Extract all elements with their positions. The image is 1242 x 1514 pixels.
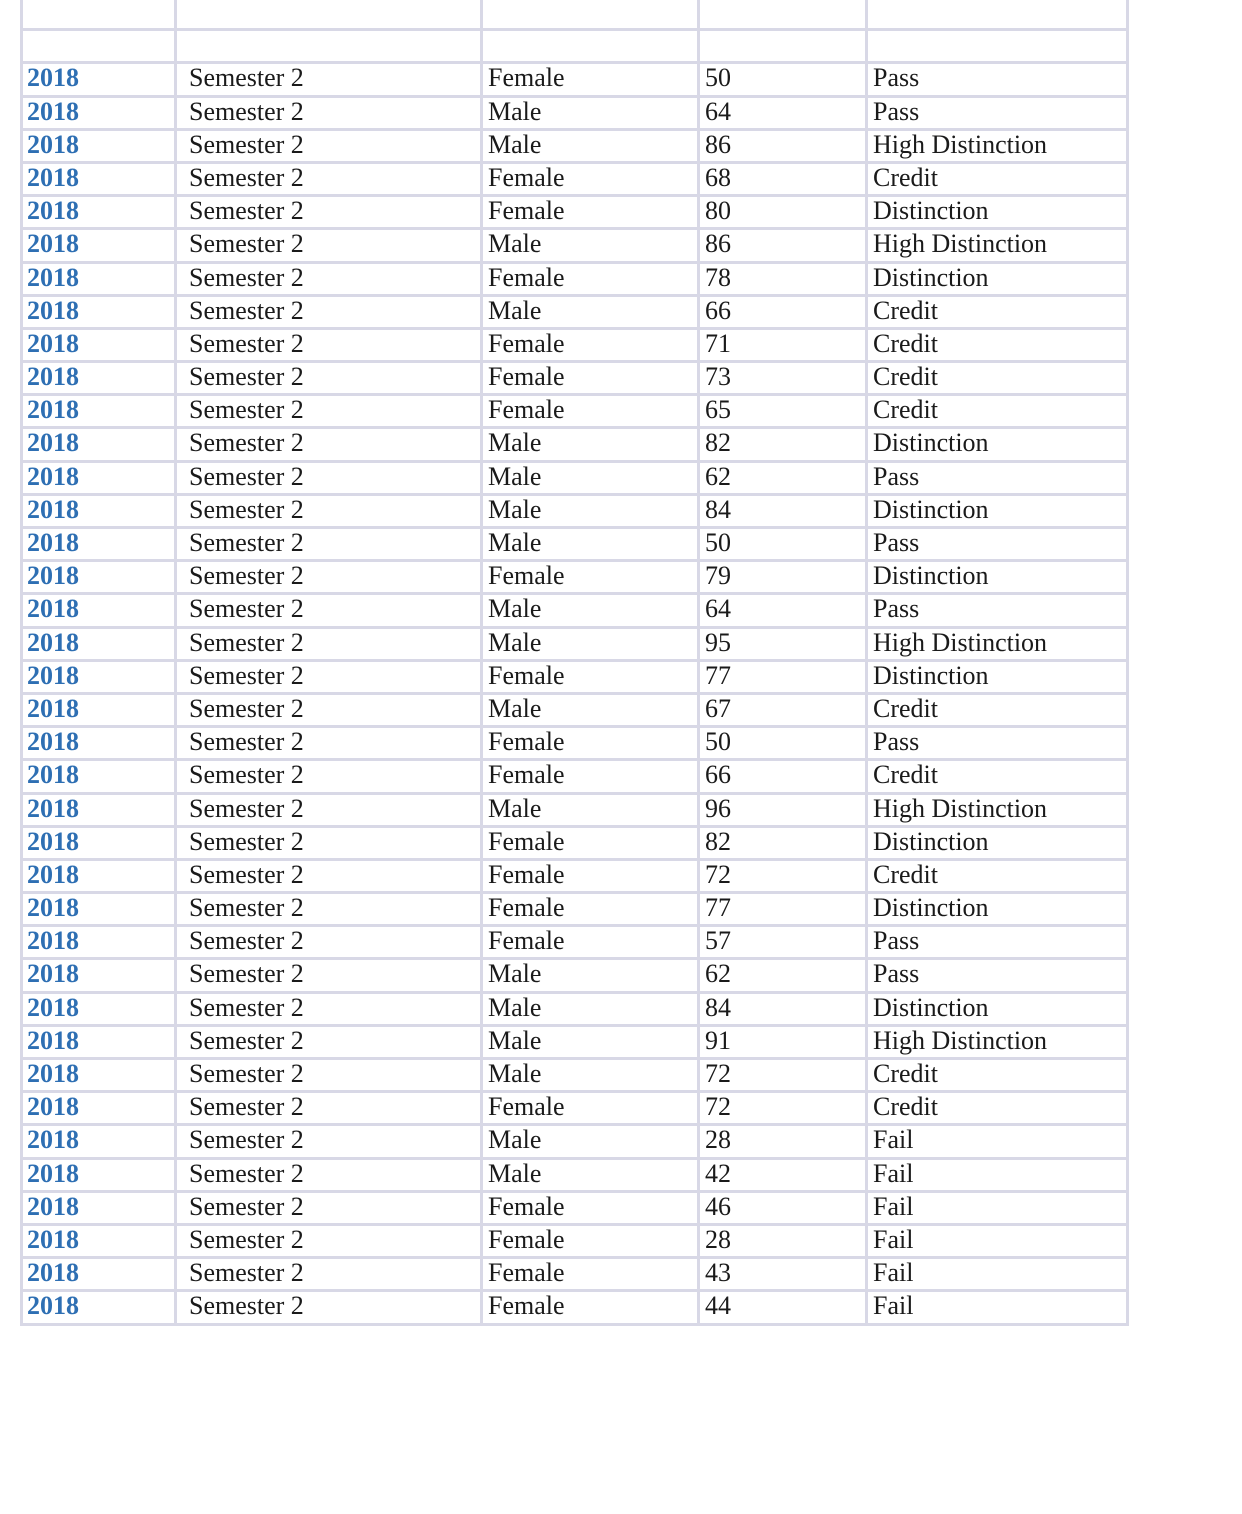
- grade-cell: Credit: [867, 1092, 1128, 1125]
- gender-cell: Female: [482, 328, 699, 361]
- year-cell: 2018: [22, 1092, 176, 1125]
- table-row: [22, 859, 1128, 892]
- year-cell: 2018: [22, 893, 176, 926]
- mark-cell: 46: [699, 1191, 867, 1224]
- semester-cell: Semester 2: [176, 295, 482, 328]
- mark-cell: 62: [699, 461, 867, 494]
- mark-cell: 95: [699, 627, 867, 660]
- gender-cell: Female: [482, 1291, 699, 1324]
- mark-cell: 86: [699, 129, 867, 162]
- semester-cell: Semester 2: [176, 1191, 482, 1224]
- year-cell: 2018: [22, 1224, 176, 1257]
- empty-row: [22, 0, 1128, 30]
- semester-cell: Semester 2: [176, 428, 482, 461]
- grade-cell: Distinction: [867, 428, 1128, 461]
- grade-cell: Distinction: [867, 826, 1128, 859]
- year-cell: 2018: [22, 129, 176, 162]
- empty-cell: [699, 0, 867, 30]
- gender-cell: Male: [482, 627, 699, 660]
- semester-cell: Semester 2: [176, 528, 482, 561]
- year-cell: 2018: [22, 727, 176, 760]
- mark-cell: 72: [699, 1059, 867, 1092]
- gender-cell: Female: [482, 395, 699, 428]
- mark-cell: 65: [699, 395, 867, 428]
- mark-cell: 71: [699, 328, 867, 361]
- year-cell: 2018: [22, 693, 176, 726]
- table-row: [22, 1224, 1128, 1257]
- semester-cell: Semester 2: [176, 162, 482, 195]
- gender-cell: Female: [482, 893, 699, 926]
- grade-cell: Pass: [867, 594, 1128, 627]
- mark-cell: 96: [699, 793, 867, 826]
- table-row: [22, 1059, 1128, 1092]
- mark-cell: 72: [699, 1092, 867, 1125]
- table-row: [22, 1158, 1128, 1191]
- grade-cell: Credit: [867, 1059, 1128, 1092]
- year-cell: 2018: [22, 793, 176, 826]
- year-cell: 2018: [22, 660, 176, 693]
- table-row: [22, 494, 1128, 527]
- year-cell: 2018: [22, 1025, 176, 1058]
- year-cell: 2018: [22, 859, 176, 892]
- mark-cell: 84: [699, 992, 867, 1025]
- grade-cell: Credit: [867, 295, 1128, 328]
- semester-cell: Semester 2: [176, 395, 482, 428]
- semester-cell: Semester 2: [176, 1092, 482, 1125]
- mark-cell: 50: [699, 727, 867, 760]
- semester-cell: Semester 2: [176, 1025, 482, 1058]
- semester-cell: Semester 2: [176, 461, 482, 494]
- mark-cell: 84: [699, 494, 867, 527]
- table-row: [22, 162, 1128, 195]
- gender-cell: Male: [482, 693, 699, 726]
- semester-cell: Semester 2: [176, 660, 482, 693]
- gender-cell: Female: [482, 1258, 699, 1291]
- year-cell: 2018: [22, 63, 176, 96]
- table-row: [22, 1191, 1128, 1224]
- mark-cell: 86: [699, 229, 867, 262]
- gender-cell: Male: [482, 96, 699, 129]
- semester-cell: Semester 2: [176, 1158, 482, 1191]
- gender-cell: Male: [482, 793, 699, 826]
- grade-cell: Fail: [867, 1258, 1128, 1291]
- gender-cell: Female: [482, 826, 699, 859]
- gender-cell: Female: [482, 926, 699, 959]
- empty-cell: [482, 0, 699, 30]
- empty-cell: [176, 30, 482, 63]
- semester-cell: Semester 2: [176, 793, 482, 826]
- grade-cell: Fail: [867, 1191, 1128, 1224]
- mark-cell: 79: [699, 561, 867, 594]
- semester-cell: Semester 2: [176, 494, 482, 527]
- year-cell: 2018: [22, 1258, 176, 1291]
- semester-cell: Semester 2: [176, 959, 482, 992]
- semester-cell: Semester 2: [176, 561, 482, 594]
- table-row: [22, 1258, 1128, 1291]
- grade-cell: Credit: [867, 760, 1128, 793]
- gender-cell: Male: [482, 229, 699, 262]
- table-row: [22, 1025, 1128, 1058]
- table-row: [22, 1291, 1128, 1324]
- grade-cell: Credit: [867, 162, 1128, 195]
- semester-cell: Semester 2: [176, 362, 482, 395]
- gender-cell: Female: [482, 660, 699, 693]
- year-cell: 2018: [22, 1158, 176, 1191]
- semester-cell: Semester 2: [176, 229, 482, 262]
- grade-cell: Credit: [867, 395, 1128, 428]
- grade-cell: High Distinction: [867, 229, 1128, 262]
- table-row: [22, 362, 1128, 395]
- results-table-body: [22, 0, 1128, 1324]
- mark-cell: 42: [699, 1158, 867, 1191]
- gender-cell: Female: [482, 1092, 699, 1125]
- mark-cell: 82: [699, 826, 867, 859]
- year-cell: 2018: [22, 494, 176, 527]
- year-cell: 2018: [22, 162, 176, 195]
- table-row: [22, 328, 1128, 361]
- year-cell: 2018: [22, 295, 176, 328]
- grade-cell: Pass: [867, 461, 1128, 494]
- grade-cell: Distinction: [867, 660, 1128, 693]
- year-cell: 2018: [22, 1059, 176, 1092]
- table-row: [22, 594, 1128, 627]
- mark-cell: 68: [699, 162, 867, 195]
- table-row: [22, 926, 1128, 959]
- gender-cell: Male: [482, 1125, 699, 1158]
- gender-cell: Male: [482, 594, 699, 627]
- mark-cell: 28: [699, 1224, 867, 1257]
- year-cell: 2018: [22, 959, 176, 992]
- semester-cell: Semester 2: [176, 826, 482, 859]
- table-row: [22, 229, 1128, 262]
- mark-cell: 62: [699, 959, 867, 992]
- table-row: [22, 1092, 1128, 1125]
- table-row: [22, 96, 1128, 129]
- empty-cell: [867, 0, 1128, 30]
- grade-cell: Fail: [867, 1291, 1128, 1324]
- mark-cell: 44: [699, 1291, 867, 1324]
- gender-cell: Female: [482, 760, 699, 793]
- empty-cell: [482, 30, 699, 63]
- grade-cell: High Distinction: [867, 793, 1128, 826]
- gender-cell: Female: [482, 362, 699, 395]
- gender-cell: Female: [482, 196, 699, 229]
- semester-cell: Semester 2: [176, 893, 482, 926]
- year-cell: 2018: [22, 826, 176, 859]
- results-table: [20, 0, 1129, 1326]
- table-row: [22, 893, 1128, 926]
- gender-cell: Female: [482, 63, 699, 96]
- gender-cell: Female: [482, 859, 699, 892]
- year-cell: 2018: [22, 594, 176, 627]
- table-row: [22, 793, 1128, 826]
- grade-cell: Credit: [867, 362, 1128, 395]
- year-cell: 2018: [22, 561, 176, 594]
- table-row: [22, 428, 1128, 461]
- gender-cell: Female: [482, 1191, 699, 1224]
- mark-cell: 50: [699, 63, 867, 96]
- gender-cell: Male: [482, 494, 699, 527]
- empty-cell: [699, 30, 867, 63]
- gender-cell: Male: [482, 1059, 699, 1092]
- gender-cell: Male: [482, 992, 699, 1025]
- year-cell: 2018: [22, 262, 176, 295]
- semester-cell: Semester 2: [176, 1059, 482, 1092]
- empty-row: [22, 30, 1128, 63]
- mark-cell: 82: [699, 428, 867, 461]
- year-cell: 2018: [22, 1191, 176, 1224]
- mark-cell: 43: [699, 1258, 867, 1291]
- semester-cell: Semester 2: [176, 627, 482, 660]
- table-row: [22, 461, 1128, 494]
- mark-cell: 77: [699, 893, 867, 926]
- grade-cell: Pass: [867, 63, 1128, 96]
- grade-cell: Credit: [867, 859, 1128, 892]
- grade-cell: High Distinction: [867, 627, 1128, 660]
- mark-cell: 91: [699, 1025, 867, 1058]
- semester-cell: Semester 2: [176, 594, 482, 627]
- year-cell: 2018: [22, 395, 176, 428]
- year-cell: 2018: [22, 1125, 176, 1158]
- mark-cell: 73: [699, 362, 867, 395]
- year-cell: 2018: [22, 760, 176, 793]
- semester-cell: Semester 2: [176, 859, 482, 892]
- semester-cell: Semester 2: [176, 96, 482, 129]
- grade-cell: Pass: [867, 727, 1128, 760]
- semester-cell: Semester 2: [176, 926, 482, 959]
- gender-cell: Male: [482, 295, 699, 328]
- year-cell: 2018: [22, 362, 176, 395]
- gender-cell: Male: [482, 1158, 699, 1191]
- semester-cell: Semester 2: [176, 1258, 482, 1291]
- table-row: [22, 727, 1128, 760]
- semester-cell: Semester 2: [176, 328, 482, 361]
- mark-cell: 66: [699, 760, 867, 793]
- year-cell: 2018: [22, 229, 176, 262]
- gender-cell: Female: [482, 1224, 699, 1257]
- year-cell: 2018: [22, 461, 176, 494]
- table-row: [22, 395, 1128, 428]
- table-row: [22, 660, 1128, 693]
- empty-cell: [22, 0, 176, 30]
- semester-cell: Semester 2: [176, 1291, 482, 1324]
- year-cell: 2018: [22, 992, 176, 1025]
- year-cell: 2018: [22, 1291, 176, 1324]
- mark-cell: 64: [699, 96, 867, 129]
- mark-cell: 80: [699, 196, 867, 229]
- mark-cell: 50: [699, 528, 867, 561]
- gender-cell: Female: [482, 262, 699, 295]
- year-cell: 2018: [22, 328, 176, 361]
- semester-cell: Semester 2: [176, 760, 482, 793]
- year-cell: 2018: [22, 428, 176, 461]
- grade-cell: Pass: [867, 926, 1128, 959]
- empty-cell: [867, 30, 1128, 63]
- semester-cell: Semester 2: [176, 1125, 482, 1158]
- table-row: [22, 992, 1128, 1025]
- grade-cell: Credit: [867, 693, 1128, 726]
- year-cell: 2018: [22, 96, 176, 129]
- grade-cell: Distinction: [867, 494, 1128, 527]
- semester-cell: Semester 2: [176, 262, 482, 295]
- semester-cell: Semester 2: [176, 196, 482, 229]
- gender-cell: Female: [482, 561, 699, 594]
- mark-cell: 66: [699, 295, 867, 328]
- grade-cell: High Distinction: [867, 1025, 1128, 1058]
- gender-cell: Female: [482, 727, 699, 760]
- mark-cell: 78: [699, 262, 867, 295]
- mark-cell: 64: [699, 594, 867, 627]
- empty-cell: [22, 30, 176, 63]
- grade-cell: Fail: [867, 1224, 1128, 1257]
- gender-cell: Male: [482, 528, 699, 561]
- semester-cell: Semester 2: [176, 693, 482, 726]
- year-cell: 2018: [22, 627, 176, 660]
- gender-cell: Male: [482, 461, 699, 494]
- year-cell: 2018: [22, 196, 176, 229]
- mark-cell: 57: [699, 926, 867, 959]
- grade-cell: Distinction: [867, 893, 1128, 926]
- semester-cell: Semester 2: [176, 992, 482, 1025]
- gender-cell: Male: [482, 959, 699, 992]
- grade-cell: Distinction: [867, 196, 1128, 229]
- table-row: [22, 196, 1128, 229]
- grade-cell: Pass: [867, 959, 1128, 992]
- semester-cell: Semester 2: [176, 129, 482, 162]
- grade-cell: Fail: [867, 1125, 1128, 1158]
- grade-cell: Fail: [867, 1158, 1128, 1191]
- grade-cell: Distinction: [867, 992, 1128, 1025]
- table-row: [22, 826, 1128, 859]
- grade-cell: High Distinction: [867, 129, 1128, 162]
- table-row: [22, 63, 1128, 96]
- gender-cell: Male: [482, 129, 699, 162]
- table-row: [22, 959, 1128, 992]
- grade-cell: Distinction: [867, 262, 1128, 295]
- table-row: [22, 262, 1128, 295]
- semester-cell: Semester 2: [176, 1224, 482, 1257]
- mark-cell: 67: [699, 693, 867, 726]
- empty-cell: [176, 0, 482, 30]
- grade-cell: Distinction: [867, 561, 1128, 594]
- gender-cell: Female: [482, 162, 699, 195]
- year-cell: 2018: [22, 926, 176, 959]
- table-row: [22, 295, 1128, 328]
- mark-cell: 28: [699, 1125, 867, 1158]
- mark-cell: 72: [699, 859, 867, 892]
- table-row: [22, 129, 1128, 162]
- grade-cell: Pass: [867, 96, 1128, 129]
- grade-cell: Credit: [867, 328, 1128, 361]
- semester-cell: Semester 2: [176, 63, 482, 96]
- mark-cell: 77: [699, 660, 867, 693]
- year-cell: 2018: [22, 528, 176, 561]
- table-row: [22, 1125, 1128, 1158]
- semester-cell: Semester 2: [176, 727, 482, 760]
- table-row: [22, 561, 1128, 594]
- table-row: [22, 693, 1128, 726]
- table-row: [22, 760, 1128, 793]
- table-row: [22, 627, 1128, 660]
- gender-cell: Male: [482, 428, 699, 461]
- grade-cell: Pass: [867, 528, 1128, 561]
- table-row: [22, 528, 1128, 561]
- gender-cell: Male: [482, 1025, 699, 1058]
